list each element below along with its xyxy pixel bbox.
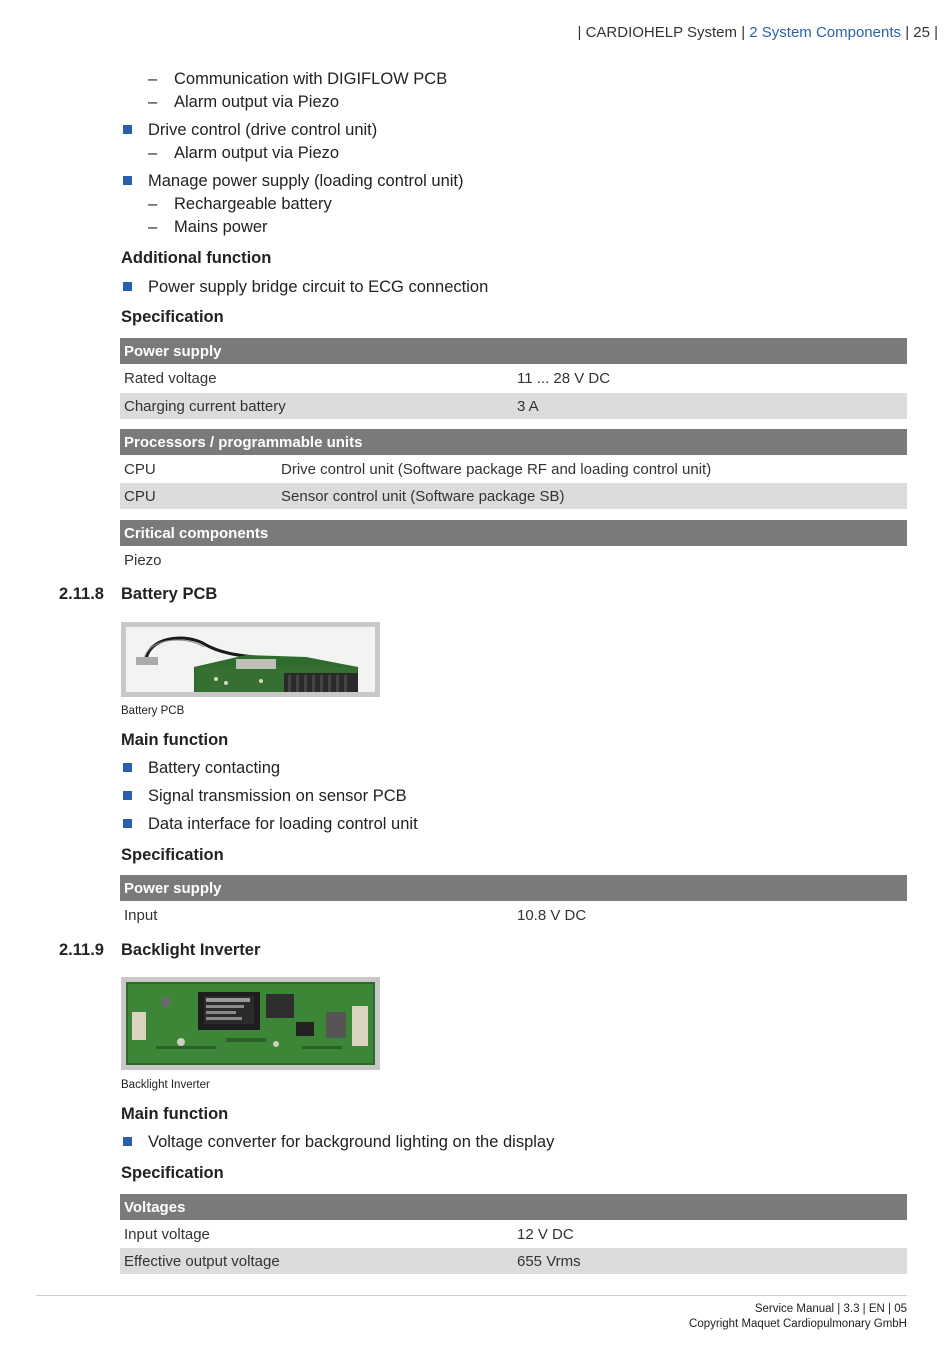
backlight-inverter-photo: [121, 977, 380, 1070]
specification-heading: Specification: [121, 308, 224, 326]
main-function-heading: Main function: [121, 731, 229, 749]
square-bullet-icon: [123, 1137, 132, 1146]
table-cell-value: 10.8 V DC: [517, 907, 587, 924]
list-item-text: Data interface for loading control unit: [148, 815, 418, 833]
table-cell-label: Rated voltage: [124, 370, 217, 387]
table-row: [120, 547, 907, 573]
table-row: [120, 1248, 907, 1274]
table-cell-label: Effective output voltage: [124, 1253, 280, 1270]
dash-marker: –: [148, 218, 158, 236]
table-cell-value: 655 Vrms: [517, 1253, 581, 1270]
table-header-power-supply: [120, 875, 907, 901]
battery-pcb-image: [126, 627, 375, 692]
table-header-label: Voltages: [124, 1199, 186, 1216]
additional-function-heading: Additional function: [121, 249, 272, 267]
footer-divider: [36, 1295, 907, 1296]
page-header: [578, 24, 938, 41]
table-row: [120, 902, 907, 928]
table-cell-value: 12 V DC: [517, 1226, 574, 1243]
list-item-text: Alarm output via Piezo: [174, 144, 340, 162]
list-item-text: Signal transmission on sensor PCB: [148, 787, 407, 805]
list-item-text: Manage power supply (loading control unit): [148, 172, 464, 190]
table-row: [120, 456, 907, 482]
specification-heading: Specification: [121, 846, 224, 864]
table-cell-label: Input: [124, 907, 158, 924]
table-row: [120, 1221, 907, 1247]
table-header-label: Power supply: [124, 343, 222, 360]
list-item-text: Mains power: [174, 218, 268, 236]
square-bullet-icon: [123, 176, 132, 185]
table-row: [120, 365, 907, 391]
table-cell-label: CPU: [124, 461, 156, 478]
table-header-voltages: [120, 1194, 907, 1220]
table-header-power-supply: [120, 338, 907, 364]
table-cell-value: 3 A: [517, 398, 539, 415]
section-number: 2.11.9: [59, 941, 104, 959]
footer-manual-info: Service Manual | 3.3 | EN | 05: [754, 1303, 907, 1315]
section-title: Battery PCB: [121, 585, 218, 603]
table-header-label: Critical components: [124, 525, 269, 542]
section-title: Backlight Inverter: [121, 941, 261, 959]
header-prefix: | CARDIOHELP System |: [577, 24, 746, 41]
table-cell-value: Drive control unit (Software package RF and loading control unit): [281, 461, 712, 478]
table-header-critical-components: [120, 520, 907, 546]
table-header-label: Processors / programmable units: [124, 434, 363, 451]
list-item-text: Rechargeable battery: [174, 195, 332, 213]
table-header-label: Power supply: [124, 880, 222, 897]
dash-marker: –: [148, 93, 158, 111]
dash-marker: –: [148, 195, 158, 213]
main-function-heading: Main function: [121, 1105, 229, 1123]
list-item-text: Drive control (drive control unit): [148, 121, 378, 139]
list-item-text: Alarm output via Piezo: [174, 93, 340, 111]
dash-marker: –: [148, 70, 158, 88]
square-bullet-icon: [123, 791, 132, 800]
backlight-inverter-image: [126, 982, 375, 1065]
battery-pcb-photo: [121, 622, 380, 697]
footer-copyright: Copyright Maquet Cardiopulmonary GmbH: [689, 1318, 907, 1330]
dash-marker: –: [148, 144, 158, 162]
table-cell-label: Charging current battery: [124, 398, 286, 415]
table-header-processors: [120, 429, 907, 455]
table-row: [120, 393, 907, 419]
square-bullet-icon: [123, 125, 132, 134]
header-page-number: | 25 |: [905, 24, 938, 41]
list-item-text: Battery contacting: [148, 759, 281, 777]
table-row: [120, 483, 907, 509]
square-bullet-icon: [123, 763, 132, 772]
figure-caption: Backlight Inverter: [121, 1079, 210, 1091]
square-bullet-icon: [123, 819, 132, 828]
figure-caption: Battery PCB: [121, 705, 185, 717]
specification-heading: Specification: [121, 1164, 224, 1182]
list-item-text: Communication with DIGIFLOW PCB: [174, 70, 448, 88]
table-cell-label: Piezo: [124, 552, 162, 569]
table-cell-value: Sensor control unit (Software package SB): [281, 488, 565, 505]
square-bullet-icon: [123, 282, 132, 291]
header-section-link[interactable]: 2 System Components: [749, 24, 902, 41]
list-item-text: Voltage converter for background lighting on the display: [148, 1133, 555, 1151]
section-number: 2.11.8: [59, 585, 104, 603]
table-cell-label: Input voltage: [124, 1226, 210, 1243]
table-cell-value: 11 ... 28 V DC: [517, 370, 611, 387]
list-item-text: Power supply bridge circuit to ECG connection: [148, 278, 489, 296]
table-cell-label: CPU: [124, 488, 156, 505]
